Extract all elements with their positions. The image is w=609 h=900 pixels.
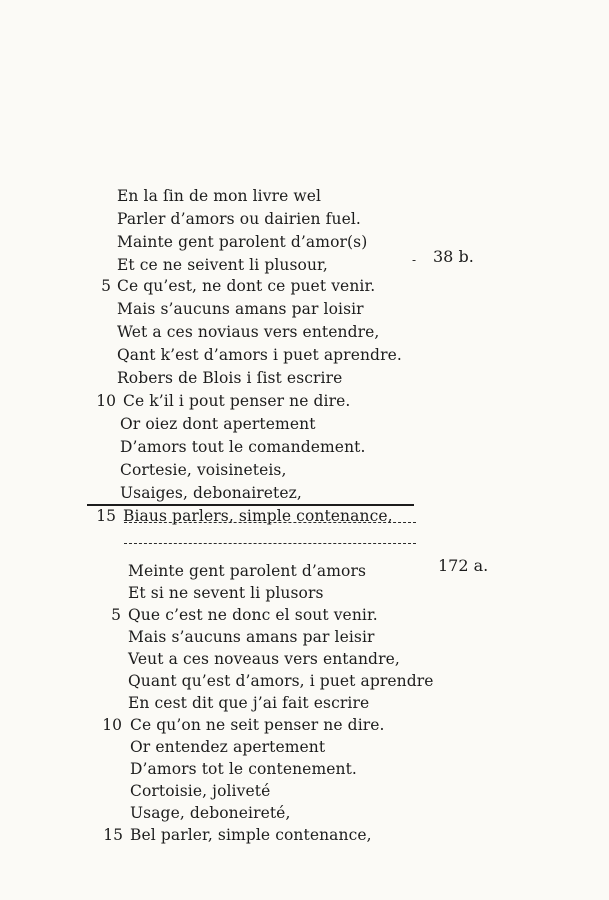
line-number: 5 [101, 277, 111, 295]
verse-line: Qant k’est d’amors i puet aprendre. [117, 346, 402, 364]
margin-tick: - [412, 253, 417, 267]
verse-line: Biaus parlers, simple contenance, [123, 507, 393, 525]
verse-line: Quant qu’est d’amors, i puet aprendre [128, 672, 434, 690]
verse-line: Que c’est ne donc el sout venir. [128, 606, 378, 624]
verse-line: Meinte gent parolent d’amors [128, 562, 367, 580]
verse-line: Cortesie, voisineteis, [120, 461, 287, 479]
line-number: 10 [96, 392, 116, 410]
verse-line: Et si ne sevent li plusors [128, 584, 324, 602]
verse-line: Ce qu’on ne seit penser ne dire. [130, 716, 385, 734]
verse-line: Cortoisie, joliveté [130, 782, 271, 800]
verse-line: Or oiez dont apertement [120, 415, 316, 433]
verse-line: Parler d’amors ou dairien fuel. [117, 210, 361, 228]
verse-line: Bel parler, simple contenance, [130, 826, 372, 844]
verse-line: D’amors tout le comandement. [120, 438, 366, 456]
verse-line: Mainte gent parolent d’amor(s) [117, 233, 368, 251]
line-number: 5 [111, 606, 121, 624]
verse-line: Veut a ces noveaus vers entandre, [128, 650, 400, 668]
verse-line: Robers de Blois i ſist escrire [117, 369, 343, 387]
separator-rule [87, 504, 414, 506]
verse-line: Ce k’il i pout penser ne dire. [123, 392, 351, 410]
folio-reference: 38 b. [433, 247, 474, 266]
verse-line: Ce qu’est, ne dont ce puet venir. [117, 277, 376, 295]
verse-line: En la ſin de mon livre wel [117, 187, 322, 205]
verse-line: Wet a ces noviaus vers entendre, [117, 323, 380, 341]
verse-line: Mais s’aucuns amans par leisir [128, 628, 375, 646]
line-number: 15 [103, 826, 123, 844]
verse-line: Or entendez apertement [130, 738, 326, 756]
verse-line: Mais s’aucuns amans par loisir [117, 300, 364, 318]
verse-line: Usage, deboneireté, [130, 804, 291, 822]
verse-line: En cest dit que j’ai fait escrire [128, 694, 370, 712]
verse-line: D’amors tot le contenement. [130, 760, 357, 778]
folio-reference: 172 a. [438, 556, 489, 575]
line-number: 15 [96, 507, 116, 525]
omission-dashes [124, 522, 416, 523]
verse-line: Et ce ne seivent li plusour, [117, 256, 328, 274]
omission-dashes [124, 543, 416, 544]
line-number: 10 [102, 716, 122, 734]
verse-line: Usaiges, debonairetez, [120, 484, 302, 502]
